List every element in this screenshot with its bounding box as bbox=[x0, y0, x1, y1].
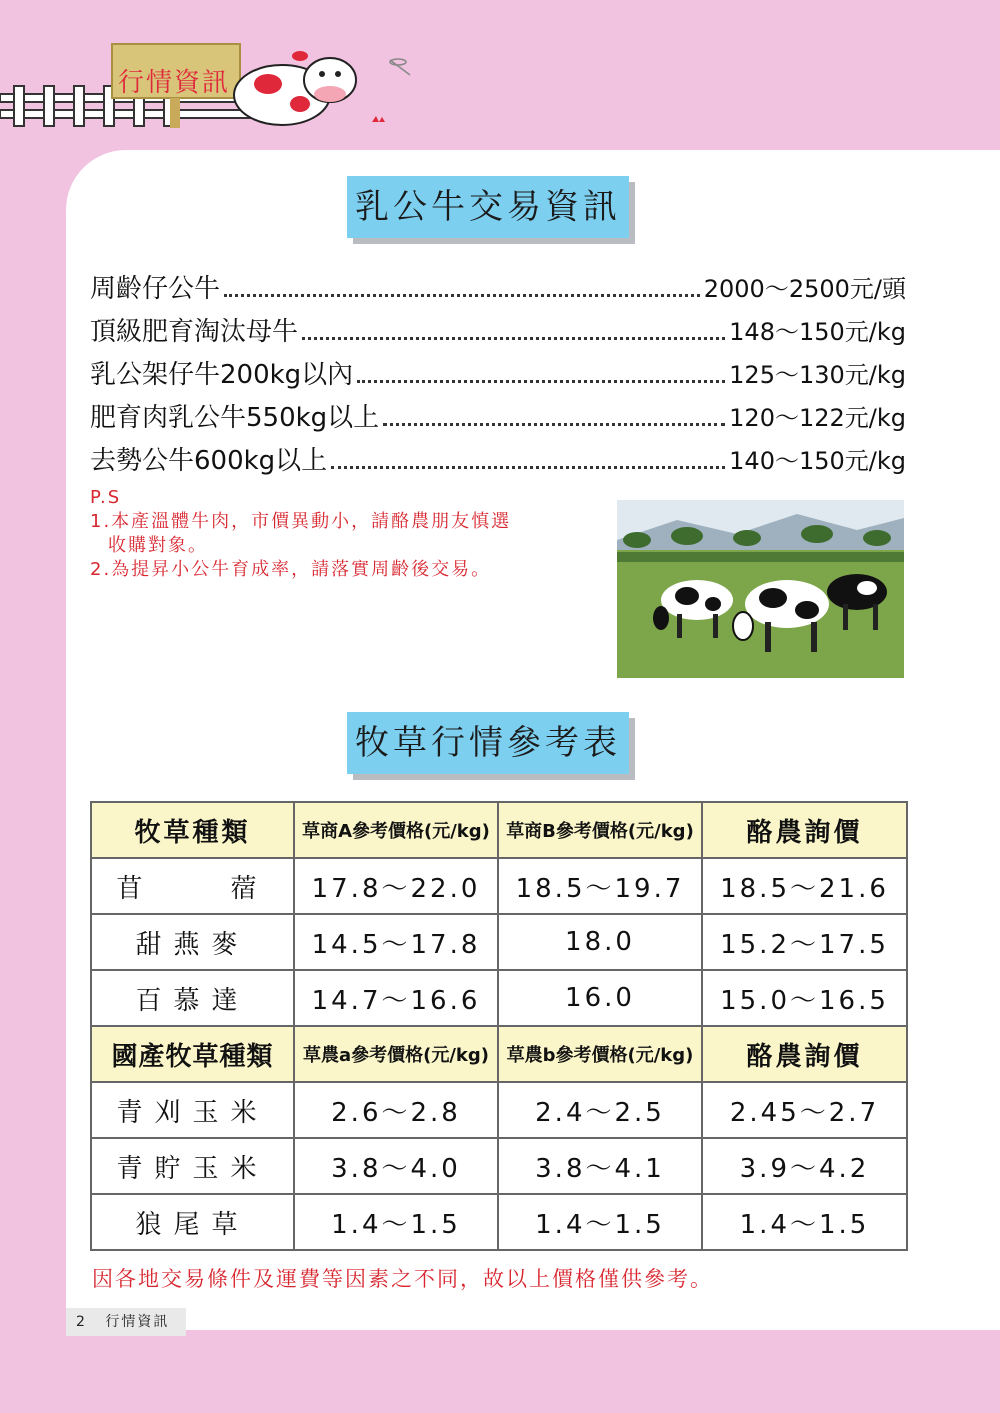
table-row bbox=[91, 914, 907, 970]
cows-grazing-photo bbox=[617, 500, 904, 678]
list-item bbox=[90, 440, 906, 483]
leader-dots bbox=[383, 423, 725, 426]
leader-dots bbox=[224, 294, 700, 297]
table-cell: 18.5～21.6 bbox=[702, 858, 907, 914]
list-item bbox=[90, 397, 906, 440]
ps-line-1: 1.本產溫體牛肉，市價異動小，請酪農朋友慎選 bbox=[90, 511, 512, 532]
item-price: 148～150元/kg bbox=[729, 318, 906, 346]
header-cell: 草商A參考價格(元/kg) bbox=[294, 802, 498, 858]
footer-section-label: 行情資訊 bbox=[105, 1314, 170, 1330]
header-cell: 草農a參考價格(元/kg) bbox=[294, 1026, 498, 1082]
list-item bbox=[90, 311, 906, 354]
list-item bbox=[90, 354, 906, 397]
grass-price-table bbox=[90, 801, 908, 1251]
table-cell: 3.9～4.2 bbox=[702, 1138, 907, 1194]
table-cell: 3.8～4.0 bbox=[294, 1138, 498, 1194]
table-header-row bbox=[91, 802, 907, 858]
price-disclaimer: 因各地交易條件及運費等因素之不同，故以上價格僅供參考。 bbox=[92, 1267, 713, 1291]
table-cell: 18.0 bbox=[498, 914, 702, 970]
table-cell: 苜 蓿 bbox=[91, 858, 294, 914]
table-cell: 14.7～16.6 bbox=[294, 970, 498, 1026]
table-row bbox=[91, 858, 907, 914]
ps-line-2: 2.為提昇小公牛育成率，請落實周齡後交易。 bbox=[90, 559, 492, 580]
table-cell: 百慕達 bbox=[91, 970, 294, 1026]
ps-note bbox=[90, 486, 600, 582]
header-cell: 酪農詢價 bbox=[702, 802, 907, 858]
table-cell: 16.0 bbox=[498, 970, 702, 1026]
table-cell: 2.4～2.5 bbox=[498, 1082, 702, 1138]
table-row bbox=[91, 1194, 907, 1250]
table-cell: 1.4～1.5 bbox=[498, 1194, 702, 1250]
page-footer bbox=[66, 1308, 186, 1336]
table-cell: 2.45～2.7 bbox=[702, 1082, 907, 1138]
ps-line-1b: 收購對象。 bbox=[108, 535, 208, 556]
section-label: 行情資訊 bbox=[118, 68, 231, 98]
list-item bbox=[90, 268, 906, 311]
table-cell: 14.5～17.8 bbox=[294, 914, 498, 970]
table-cell: 15.2～17.5 bbox=[702, 914, 907, 970]
header-cell: 草商B參考價格(元/kg) bbox=[498, 802, 702, 858]
table-cell: 狼尾草 bbox=[91, 1194, 294, 1250]
bull-section-title: 乳公牛交易資訊 bbox=[347, 176, 629, 238]
header-cell: 國產牧草種類 bbox=[91, 1026, 294, 1082]
ps-label: P.S bbox=[90, 487, 122, 508]
table-cell: 3.8～4.1 bbox=[498, 1138, 702, 1194]
item-price: 120～122元/kg bbox=[729, 404, 906, 432]
table-cell: 1.4～1.5 bbox=[294, 1194, 498, 1250]
table-cell: 15.0～16.5 bbox=[702, 970, 907, 1026]
table-cell: 青貯玉米 bbox=[91, 1138, 294, 1194]
table-row bbox=[91, 1138, 907, 1194]
item-price: 2000～2500元/頭 bbox=[703, 275, 906, 303]
item-price: 125～130元/kg bbox=[729, 361, 906, 389]
table-header-row bbox=[91, 1026, 907, 1082]
item-name: 去勢公牛600kg以上 bbox=[90, 446, 328, 476]
grass-icon bbox=[372, 116, 385, 122]
item-name: 乳公架仔牛200kg以內 bbox=[90, 360, 354, 390]
table-row bbox=[91, 1082, 907, 1138]
item-name: 肥育肉乳公牛550kg以上 bbox=[90, 403, 380, 433]
item-name: 周齡仔公牛 bbox=[90, 274, 221, 304]
page-number: 2 bbox=[76, 1314, 85, 1330]
dragonfly-icon bbox=[390, 59, 410, 75]
table-cell: 1.4～1.5 bbox=[702, 1194, 907, 1250]
table-cell: 17.8～22.0 bbox=[294, 858, 498, 914]
table-row bbox=[91, 970, 907, 1026]
item-price: 140～150元/kg bbox=[729, 447, 906, 475]
bull-price-list bbox=[90, 268, 906, 483]
table-cell: 18.5～19.7 bbox=[498, 858, 702, 914]
table-cell: 青刈玉米 bbox=[91, 1082, 294, 1138]
grass-section-title: 牧草行情參考表 bbox=[347, 712, 629, 774]
header-cell: 酪農詢價 bbox=[702, 1026, 907, 1082]
table-cell: 2.6～2.8 bbox=[294, 1082, 498, 1138]
cow-mascot-icon bbox=[234, 51, 356, 125]
item-name: 頂級肥育淘汰母牛 bbox=[90, 317, 299, 347]
leader-dots bbox=[357, 380, 725, 383]
header-cell: 牧草種類 bbox=[91, 802, 294, 858]
table-cell: 甜燕麥 bbox=[91, 914, 294, 970]
leader-dots bbox=[331, 466, 725, 469]
header-cell: 草農b參考價格(元/kg) bbox=[498, 1026, 702, 1082]
leader-dots bbox=[302, 337, 725, 340]
